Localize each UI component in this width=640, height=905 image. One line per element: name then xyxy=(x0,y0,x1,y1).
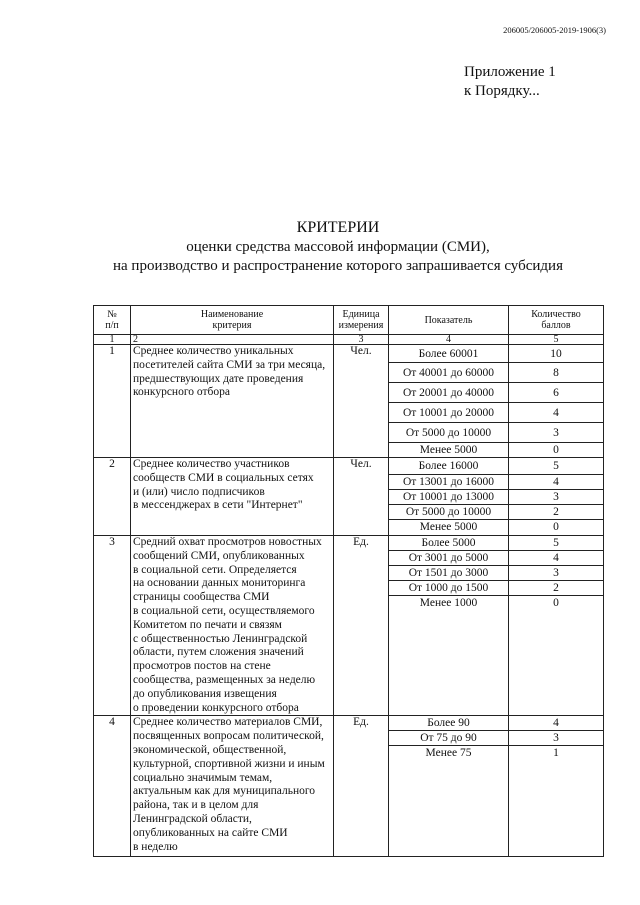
indicator-value: Менее 1000 xyxy=(419,597,478,609)
indicator-value: От 1501 до 3000 xyxy=(389,566,508,581)
indicator-value: От 10001 до 13000 xyxy=(389,490,508,505)
criteria-name xyxy=(131,536,334,716)
criteria-name-line: в неделю xyxy=(133,840,178,853)
column-number: 2 xyxy=(131,335,334,345)
indicator-value: От 5000 до 10000 xyxy=(389,423,508,443)
points-value: 5 xyxy=(509,458,603,475)
criteria-name-line: экономической, общественной, xyxy=(133,743,287,756)
criteria-name-line: Комитетом по печати и связям xyxy=(133,618,282,631)
indicator-value: Более 90 xyxy=(389,716,508,731)
appendix-line-1: Приложение 1 xyxy=(464,64,556,80)
header-num: № п/п xyxy=(94,306,131,335)
points-value: 10 xyxy=(509,345,603,363)
indicator-value: От 3001 до 5000 xyxy=(389,551,508,566)
appendix-note xyxy=(464,63,556,101)
criteria-name-line: актуальным как для муниципального xyxy=(133,785,316,798)
criteria-name-line: сообщества, размещенных за неделю xyxy=(133,673,316,686)
criteria-row xyxy=(94,536,604,716)
criteria-name xyxy=(131,458,334,536)
criteria-row xyxy=(94,345,604,458)
points-value: 0 xyxy=(553,521,559,533)
criteria-name-line: страницы сообщества СМИ xyxy=(133,591,270,604)
title-main: КРИТЕРИИ xyxy=(296,219,380,236)
criteria-name-line: Ленинградской области, xyxy=(133,812,252,825)
criteria-name-line: на основании данных мониторинга xyxy=(133,577,306,590)
criteria-number: 1 xyxy=(94,345,131,458)
indicator-cell xyxy=(389,536,509,716)
header-name: Наименование критерия xyxy=(131,306,334,335)
criteria-unit: Чел. xyxy=(334,345,389,458)
criteria-row xyxy=(94,716,604,857)
points-value: 1 xyxy=(553,747,559,760)
points-cell xyxy=(509,716,604,857)
indicator-value: От 75 до 90 xyxy=(389,731,508,746)
criteria-name-line: сообщений СМИ, опубликованных xyxy=(133,549,305,562)
column-number: 4 xyxy=(389,335,509,345)
points-value: 3 xyxy=(509,731,603,746)
criteria-name-line: Среднее количество материалов СМИ, xyxy=(133,716,323,729)
criteria-name-line: и (или) число подписчиков xyxy=(133,485,265,498)
criteria-name-line: посетителей сайта СМИ за три месяца, xyxy=(133,358,326,371)
header-indicator: Показатель xyxy=(389,306,509,335)
column-number: 5 xyxy=(509,335,604,345)
indicator-value: Более 16000 xyxy=(389,458,508,475)
title-sub-2: на производство и распространение которого запрашивается субсидия xyxy=(113,258,563,274)
criteria-name-line: Средний охват просмотров новостных xyxy=(133,536,322,548)
points-value: 3 xyxy=(509,423,603,443)
criteria-number: 4 xyxy=(94,716,131,857)
indicator-value: Менее 5000 xyxy=(419,444,478,456)
indicator-value: Менее 75 xyxy=(425,747,472,760)
appendix-line-2: к Порядку... xyxy=(464,83,540,99)
points-cell xyxy=(509,458,604,536)
criteria-number: 3 xyxy=(94,536,131,716)
criteria-name-line: о проведении конкурсного отбора xyxy=(133,701,299,714)
points-value: 4 xyxy=(509,551,603,566)
criteria-name-line: с общественностью Ленинградской xyxy=(133,632,308,645)
points-value: 2 xyxy=(509,581,603,596)
criteria-name-line: Среднее количество участников xyxy=(133,458,290,470)
column-number: 3 xyxy=(334,335,389,345)
indicator-value: От 13001 до 16000 xyxy=(389,475,508,490)
criteria-name-line: сообществ СМИ в социальных сетях xyxy=(133,471,314,484)
indicator-value: Более 5000 xyxy=(389,536,508,551)
criteria-name-line: области, путем сложения значений xyxy=(133,646,304,659)
criteria-name-line: конкурсного отбора xyxy=(133,386,230,399)
criteria-unit: Ед. xyxy=(334,716,389,857)
indicator-value: От 1000 до 1500 xyxy=(389,581,508,596)
points-value: 4 xyxy=(509,403,603,423)
indicator-value: От 20001 до 40000 xyxy=(389,383,508,403)
criteria-name-line: района, так и в целом для xyxy=(133,799,259,812)
title-sub-1: оценки средства массовой информации (СМИ), xyxy=(186,239,490,255)
criteria-row xyxy=(94,458,604,536)
points-value: 2 xyxy=(509,505,603,520)
criteria-name-line: в социальной сети. Определяется xyxy=(133,563,297,576)
document-title xyxy=(0,218,640,276)
criteria-name-line: в социальной сети, осуществляемого xyxy=(133,604,315,617)
criteria-name-line: просмотров постов на стене xyxy=(133,660,271,673)
points-value: 8 xyxy=(509,363,603,383)
header-unit: Единица измерения xyxy=(334,306,389,335)
indicator-cell xyxy=(389,458,509,536)
criteria-name-line: социально значимым темам, xyxy=(133,771,273,784)
document-id: 206005/206005-2019-1906(3) xyxy=(503,25,606,35)
points-cell xyxy=(509,536,604,716)
criteria-unit: Чел. xyxy=(334,458,389,536)
table-header-row xyxy=(94,306,604,335)
points-value: 3 xyxy=(509,566,603,581)
column-number: 1 xyxy=(94,335,131,345)
criteria-name xyxy=(131,716,334,857)
criteria-name-line: посвященных вопросам политической, xyxy=(133,730,324,743)
indicator-value: От 5000 до 10000 xyxy=(389,505,508,520)
header-points: Количество баллов xyxy=(509,306,604,335)
criteria-name-line: в мессенджерах в сети "Интернет" xyxy=(133,499,303,512)
criteria-unit: Ед. xyxy=(334,536,389,716)
criteria-name-line: опубликованных на сайте СМИ xyxy=(133,826,288,839)
indicator-value: От 10001 до 20000 xyxy=(389,403,508,423)
criteria-name-line: культурной, спортивной жизни и иным xyxy=(133,757,325,770)
points-value: 0 xyxy=(553,597,559,609)
criteria-name-line: предшествующих дате проведения xyxy=(133,372,304,385)
criteria-number: 2 xyxy=(94,458,131,536)
indicator-value: От 40001 до 60000 xyxy=(389,363,508,383)
criteria-name-line: до опубликования извещения xyxy=(133,687,277,700)
points-cell xyxy=(509,345,604,458)
points-value: 4 xyxy=(509,716,603,731)
points-value: 4 xyxy=(509,475,603,490)
column-number-row xyxy=(94,335,604,345)
criteria-name-line: Среднее количество уникальных xyxy=(133,345,294,357)
criteria-name xyxy=(131,345,334,458)
indicator-cell xyxy=(389,716,509,857)
points-value: 3 xyxy=(509,490,603,505)
indicator-value: Менее 5000 xyxy=(419,521,478,533)
indicator-value: Более 60001 xyxy=(389,345,508,363)
indicator-cell xyxy=(389,345,509,458)
points-value: 5 xyxy=(509,536,603,551)
criteria-table xyxy=(93,305,604,857)
points-value: 6 xyxy=(509,383,603,403)
points-value: 0 xyxy=(553,444,559,456)
